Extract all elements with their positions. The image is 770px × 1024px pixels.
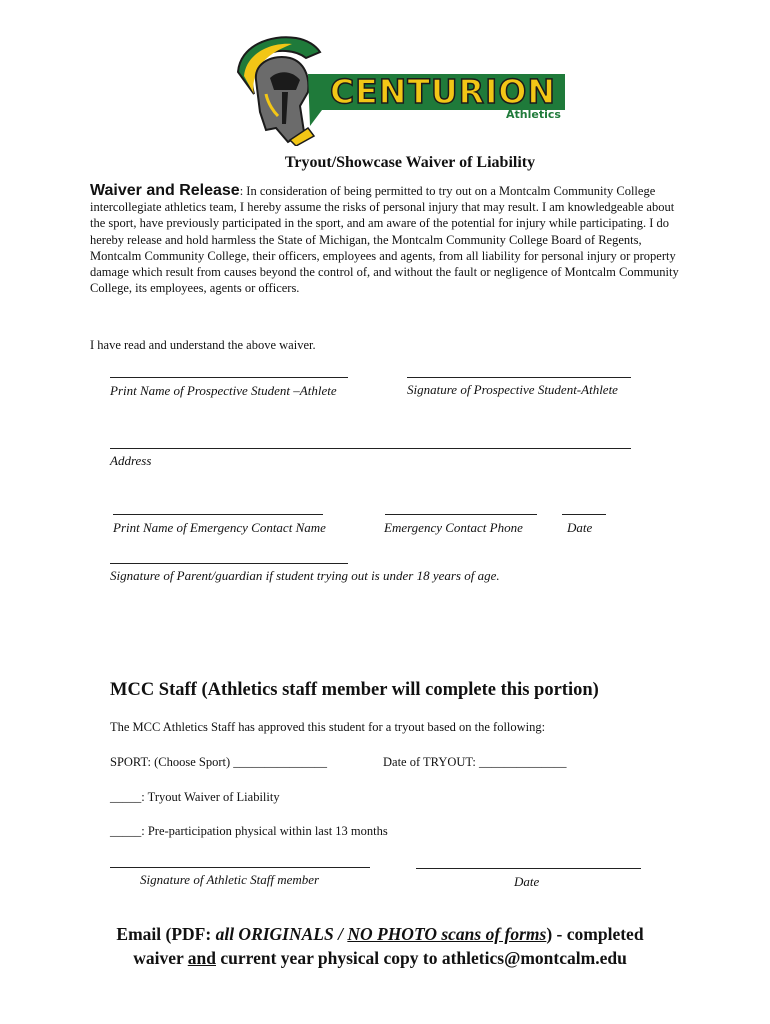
staff-date-line[interactable]: [416, 868, 641, 869]
staff-signature-label: Signature of Athletic Staff member: [140, 872, 320, 887]
emergency-name-line[interactable]: [113, 514, 323, 515]
waiver-lead: Waiver and Release: [90, 182, 240, 199]
email-instructions: [60, 922, 700, 970]
parent-signature-line[interactable]: [110, 563, 348, 564]
emergency-phone-line[interactable]: [385, 514, 537, 515]
tryout-date-field[interactable]: Date of TRYOUT: ______________: [383, 755, 567, 769]
emergency-date-label: Date: [567, 520, 593, 535]
emergency-name-label: Print Name of Emergency Contact Name: [113, 520, 326, 535]
completed-text: ) - completed: [546, 924, 644, 944]
originals-note: all ORIGINALS: [215, 924, 334, 944]
student-signature-label: Signature of Prospective Student-Athlete: [407, 382, 618, 397]
address-line[interactable]: [110, 448, 631, 449]
parent-signature-label: Signature of Parent/guardian if student trying out is under 18 years of age.: [110, 568, 500, 583]
no-photo-note: NO PHOTO scans of forms: [347, 924, 547, 944]
student-name-line[interactable]: [110, 377, 348, 378]
email-line-2: [60, 946, 700, 970]
separator: /: [333, 924, 348, 944]
student-signature-line[interactable]: [407, 377, 631, 378]
waiver-word: waiver: [133, 948, 188, 968]
staff-heading: MCC Staff (Athletics staff member will complete this portion): [110, 680, 599, 700]
and-word: and: [187, 948, 216, 968]
address-label: Address: [110, 453, 152, 468]
emergency-phone-label: Emergency Contact Phone: [384, 520, 523, 535]
staff-signature-line[interactable]: [110, 867, 370, 868]
emergency-date-line[interactable]: [562, 514, 606, 515]
logo-subtitle: Athletics: [506, 108, 561, 121]
email-line-1: [60, 922, 700, 946]
logo-wordmark: CENTURION: [329, 72, 557, 111]
email-prefix: Email (PDF:: [116, 924, 216, 944]
staff-date-label: Date: [514, 874, 540, 889]
sport-field[interactable]: SPORT: (Choose Sport) _______________: [110, 755, 328, 769]
email-address-text[interactable]: current year physical copy to athletics@montcalm.edu: [216, 948, 627, 968]
acknowledge-text: I have read and understand the above waiver.: [90, 338, 316, 352]
staff-intro: The MCC Athletics Staff has approved this student for a tryout based on the following:: [110, 720, 546, 734]
checklist-waiver[interactable]: _____: Tryout Waiver of Liability: [110, 790, 280, 804]
waiver-text: : In consideration of being permitted to try out on a Montcalm Community College intercollegiate athletics team, I hereby assume the risks of personal injury that may result. I am knowledgeable about the sport, have previously participated in the sport, and am aware of the potential for injury while participating. I do hereby release and hold harmless the State of Michigan, the Montcalm Community College Board of Regents, Montcalm Community College, their officers, employees and agents, from all liability for personal injury or property damage which result from causes beyond the control of, and without the fault or negligence of Montcalm Community College, its employees, agents or officers.: [90, 184, 679, 296]
document-title: Tryout/Showcase Waiver of Liability: [284, 154, 536, 171]
centurion-athletics-logo: [230, 32, 575, 146]
checklist-physical[interactable]: _____: Pre-participation physical within last 13 months: [110, 824, 388, 838]
student-name-label: Print Name of Prospective Student –Athlete: [110, 383, 337, 398]
waiver-paragraph: [90, 183, 685, 296]
